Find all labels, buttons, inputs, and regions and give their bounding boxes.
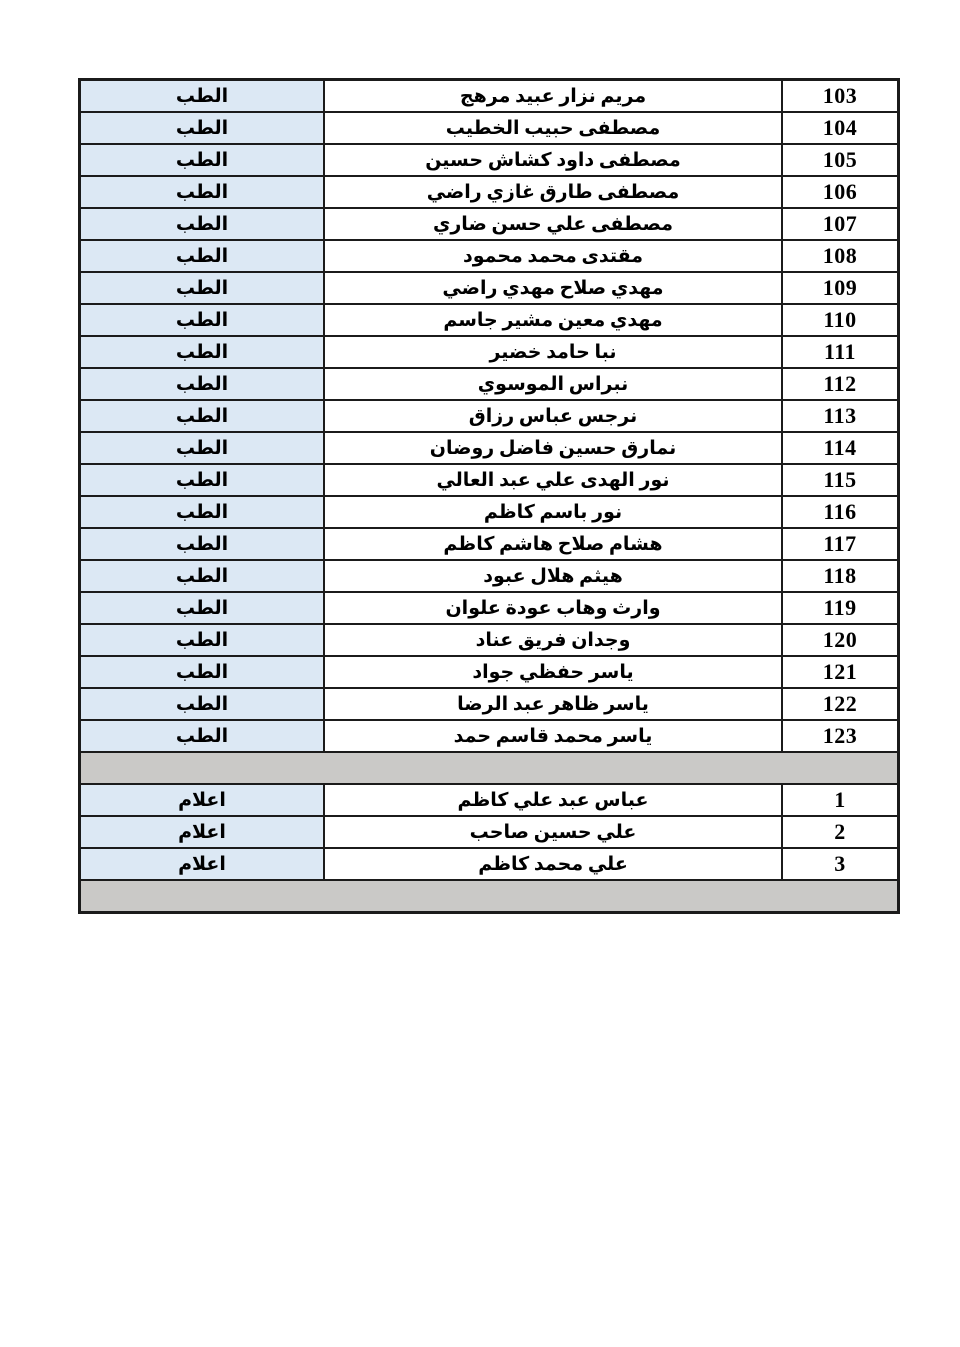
table-row xyxy=(80,176,899,208)
table-row xyxy=(80,848,899,880)
department-cell: الطب xyxy=(80,688,325,720)
department-cell: الطب xyxy=(80,144,325,176)
department-cell: الطب xyxy=(80,304,325,336)
student-name-cell: نور باسم كاظم xyxy=(324,496,782,528)
department-cell: اعلام xyxy=(80,816,325,848)
department-cell: الطب xyxy=(80,432,325,464)
department-cell: الطب xyxy=(80,80,325,113)
table-row xyxy=(80,720,899,752)
student-name-cell: نمارق حسين فاضل روضان xyxy=(324,432,782,464)
student-name-cell: نبا حامد خضير xyxy=(324,336,782,368)
row-number-cell: 121 xyxy=(782,656,899,688)
student-name-cell: هشام صلاح هاشم كاظم xyxy=(324,528,782,560)
department-cell: الطب xyxy=(80,208,325,240)
row-number-cell: 111 xyxy=(782,336,899,368)
department-cell: الطب xyxy=(80,528,325,560)
department-cell: الطب xyxy=(80,336,325,368)
student-name-cell: مريم نزار عبيد مرهج xyxy=(324,80,782,113)
student-name-cell: وارث وهاب عودة علوان xyxy=(324,592,782,624)
table-row xyxy=(80,528,899,560)
row-number-cell: 113 xyxy=(782,400,899,432)
student-name-cell: مهدي صلاح مهدي راضي xyxy=(324,272,782,304)
department-cell: الطب xyxy=(80,368,325,400)
row-number-cell: 115 xyxy=(782,464,899,496)
row-number-cell: 104 xyxy=(782,112,899,144)
student-name-cell: ياسر محمد قاسم حمد xyxy=(324,720,782,752)
table-row xyxy=(80,560,899,592)
table-row xyxy=(80,272,899,304)
student-name-cell: نبراس الموسوي xyxy=(324,368,782,400)
separator-row xyxy=(80,752,899,784)
row-number-cell: 110 xyxy=(782,304,899,336)
student-name-cell: مصطفى طارق غازي راضي xyxy=(324,176,782,208)
table-row xyxy=(80,400,899,432)
student-name-cell: مقتدى محمد محمود xyxy=(324,240,782,272)
student-name-cell: مصطفى علي حسن ضاري xyxy=(324,208,782,240)
student-name-cell: وجدان فريق عناد xyxy=(324,624,782,656)
separator-cell xyxy=(80,752,899,784)
student-name-cell: مصطفى داود كشاش حسين xyxy=(324,144,782,176)
table-row xyxy=(80,624,899,656)
department-cell: الطب xyxy=(80,400,325,432)
department-cell: الطب xyxy=(80,592,325,624)
student-name-cell: علي محمد كاظم xyxy=(324,848,782,880)
roster-table-body xyxy=(80,80,899,913)
department-cell: الطب xyxy=(80,720,325,752)
row-number-cell: 116 xyxy=(782,496,899,528)
table-row xyxy=(80,816,899,848)
table-row xyxy=(80,240,899,272)
student-name-cell: مهدي معين مشير جاسم xyxy=(324,304,782,336)
row-number-cell: 120 xyxy=(782,624,899,656)
table-row xyxy=(80,432,899,464)
table-row xyxy=(80,784,899,816)
department-cell: الطب xyxy=(80,272,325,304)
department-cell: الطب xyxy=(80,624,325,656)
table-row xyxy=(80,592,899,624)
table-row xyxy=(80,208,899,240)
table-row xyxy=(80,336,899,368)
roster-table xyxy=(78,78,900,914)
table-row xyxy=(80,496,899,528)
department-cell: اعلام xyxy=(80,848,325,880)
row-number-cell: 3 xyxy=(782,848,899,880)
department-cell: الطب xyxy=(80,112,325,144)
table-row xyxy=(80,368,899,400)
student-name-cell: نرجس عباس رزاق xyxy=(324,400,782,432)
row-number-cell: 112 xyxy=(782,368,899,400)
student-name-cell: علي حسين صاحب xyxy=(324,816,782,848)
row-number-cell: 123 xyxy=(782,720,899,752)
student-name-cell: عباس عبد علي كاظم xyxy=(324,784,782,816)
student-name-cell: ياسر ظاهر عبد الرضا xyxy=(324,688,782,720)
department-cell: الطب xyxy=(80,656,325,688)
department-cell: الطب xyxy=(80,240,325,272)
separator-row xyxy=(80,880,899,913)
department-cell: الطب xyxy=(80,464,325,496)
row-number-cell: 105 xyxy=(782,144,899,176)
department-cell: الطب xyxy=(80,176,325,208)
row-number-cell: 119 xyxy=(782,592,899,624)
row-number-cell: 106 xyxy=(782,176,899,208)
row-number-cell: 2 xyxy=(782,816,899,848)
row-number-cell: 118 xyxy=(782,560,899,592)
row-number-cell: 1 xyxy=(782,784,899,816)
row-number-cell: 108 xyxy=(782,240,899,272)
table-row xyxy=(80,656,899,688)
table-row xyxy=(80,112,899,144)
department-cell: اعلام xyxy=(80,784,325,816)
table-row xyxy=(80,688,899,720)
student-name-cell: نور الهدى علي عبد العالي xyxy=(324,464,782,496)
student-name-cell: مصطفى حبيب الخطيب xyxy=(324,112,782,144)
row-number-cell: 117 xyxy=(782,528,899,560)
table-row xyxy=(80,144,899,176)
student-name-cell: ياسر حفظي جواد xyxy=(324,656,782,688)
table-row xyxy=(80,304,899,336)
student-name-cell: هيثم هلال عبود xyxy=(324,560,782,592)
row-number-cell: 122 xyxy=(782,688,899,720)
row-number-cell: 103 xyxy=(782,80,899,113)
row-number-cell: 109 xyxy=(782,272,899,304)
table-row xyxy=(80,80,899,113)
department-cell: الطب xyxy=(80,560,325,592)
department-cell: الطب xyxy=(80,496,325,528)
separator-cell xyxy=(80,880,899,913)
row-number-cell: 114 xyxy=(782,432,899,464)
row-number-cell: 107 xyxy=(782,208,899,240)
table-row xyxy=(80,464,899,496)
